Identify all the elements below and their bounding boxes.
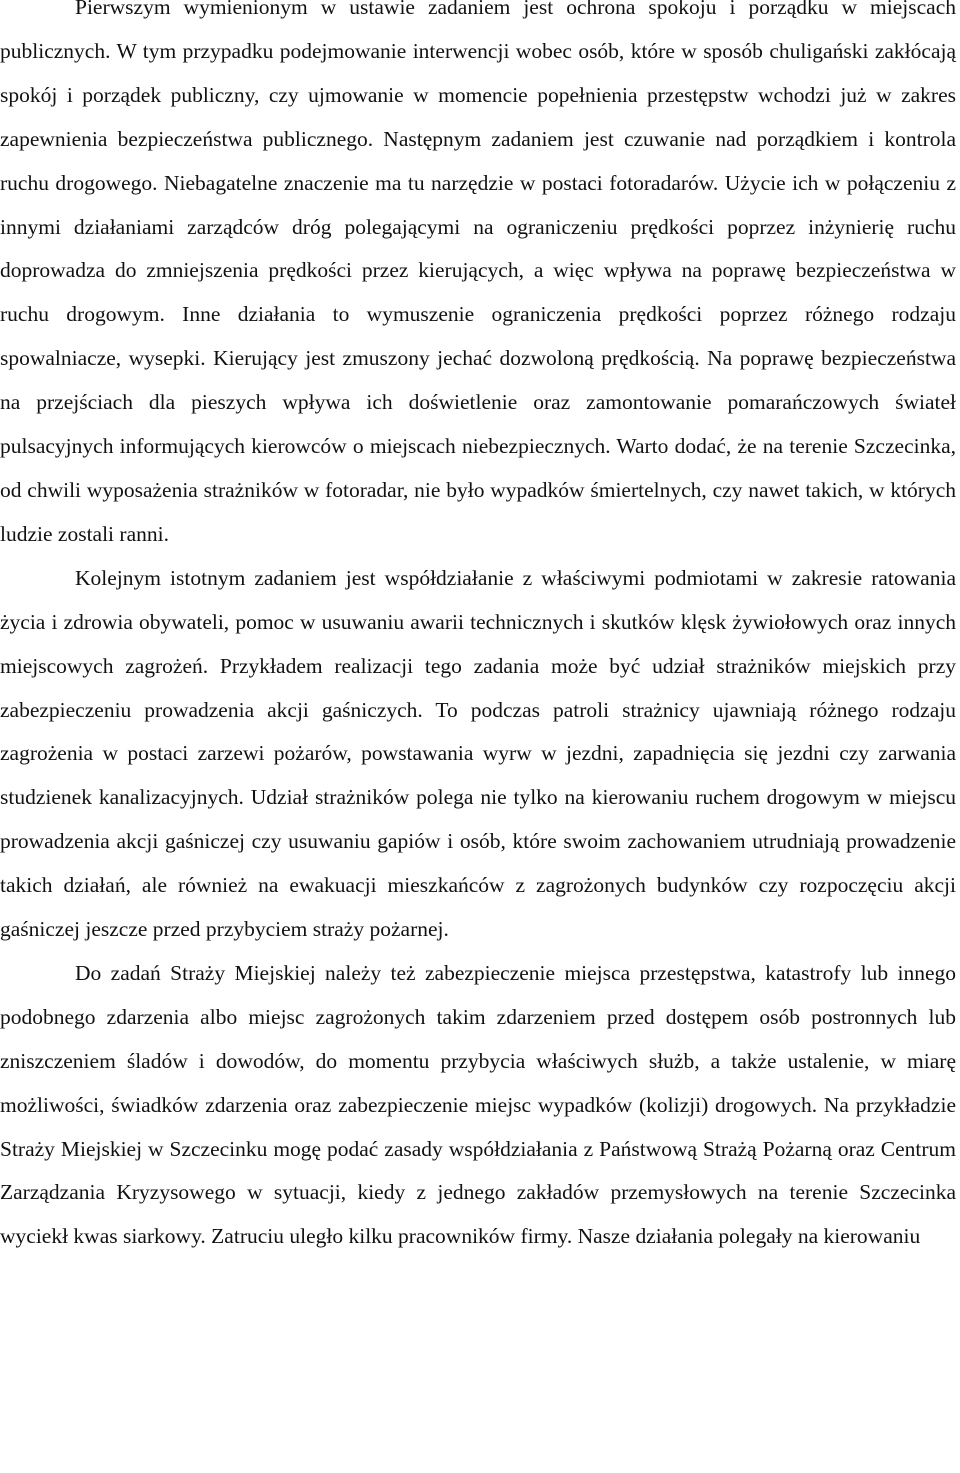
paragraph-crime-scene-protection: Do zadań Straży Miejskiej należy też zabezpieczenie miejsca przestępstwa, katastrofy lub innego podobnego zdarzenia albo miejsc zagrożonych takim zdarzeniem przed dostępem osób postronnych lub zniszczeniem śladów i dowodów, do momentu przybycia właściwych służb, a także ustalenie, w miarę możliwości, świadków zdarzenia oraz zabezpieczenie miejsc wypadków (kolizji) drogowych. Na przykładzie Straży Miejskiej w Szczecinku mogę podać zasady współdziałania z Państwową Strażą Pożarną oraz Centrum Zarządzania Kryzysowego w sytuacji, kiedy z jednego zakładów przemysłowych na terenie Szczecinka wyciekł kwas siarkowy. Zatruciu uległo kilku pracowników firmy. Nasze działania polegały na kierowaniu bbox=[0, 960, 956, 1249]
paragraph-rescue-cooperation: Kolejnym istotnym zadaniem jest współdziałanie z właściwymi podmiotami w zakresie ratowania życia i zdrowia obywateli, pomoc w usuwaniu awarii technicznych i skutków klęsk żywiołowych oraz innych miejscowych zagrożeń. Przykładem realizacji tego zadania może być udział strażników miejskich przy zabezpieczeniu prowadzenia akcji gaśniczych. To podczas patroli strażnicy ujawniają różnego rodzaju zagrożenia w postaci zarzewi pożarów, powstawania wyrw w jezdni, zapadnięcia się jezdni czy zarwania studzienek kanalizacyjnych. Udział strażników polega nie tylko na kierowaniu ruchem drogowym w miejscu prowadzenia akcji gaśniczej czy usuwaniu gapiów i osób, które swoim zachowaniem utrudniają prowadzenie takich działań, ale również na ewakuacji mieszkańców z zagrożonych budynków czy rozpoczęciu akcji gaśniczej jeszcze przed przybyciem straży pożarnej. bbox=[0, 565, 956, 942]
paragraph-public-order: Pierwszym wymienionym w ustawie zadaniem jest ochrona spokoju i porządku w miejscach publicznych. W tym przypadku podejmowanie interwencji wobec osób, które w sposób chuligański zakłócają spokój i porządek publiczny, czy ujmowanie w momencie popełnienia przestępstw wchodzi już w zakres zapewnienia bezpieczeństwa publicznego. Następnym zadaniem jest czuwanie nad porządkiem i kontrola ruchu drogowego. Niebagatelne znaczenie ma tu narzędzie w postaci fotoradarów. Użycie ich w połączeniu z innymi działaniami zarządców dróg polegającymi na ograniczeniu prędkości poprzez inżynierię ruchu doprowadza do zmniejszenia prędkości przez kierujących, a więc wpływa na poprawę bezpieczeństwa w ruchu drogowym. Inne działania to wymuszenie ograniczenia prędkości poprzez różnego rodzaju spowalniacze, wysepki. Kierujący jest zmuszony jechać dozwoloną prędkością. Na poprawę bezpieczeństwa na przejściach dla pieszych wpływa ich doświetlenie oraz zamontowanie pomarańczowych świateł pulsacyjnych informujących kierowców o miejscach niebezpiecznych. Warto dodać, że na terenie Szczecinka, od chwili wyposażenia strażników w fotoradar, nie było wypadków śmiertelnych, czy nawet takich, w których ludzie zostali ranni. bbox=[0, 0, 956, 546]
